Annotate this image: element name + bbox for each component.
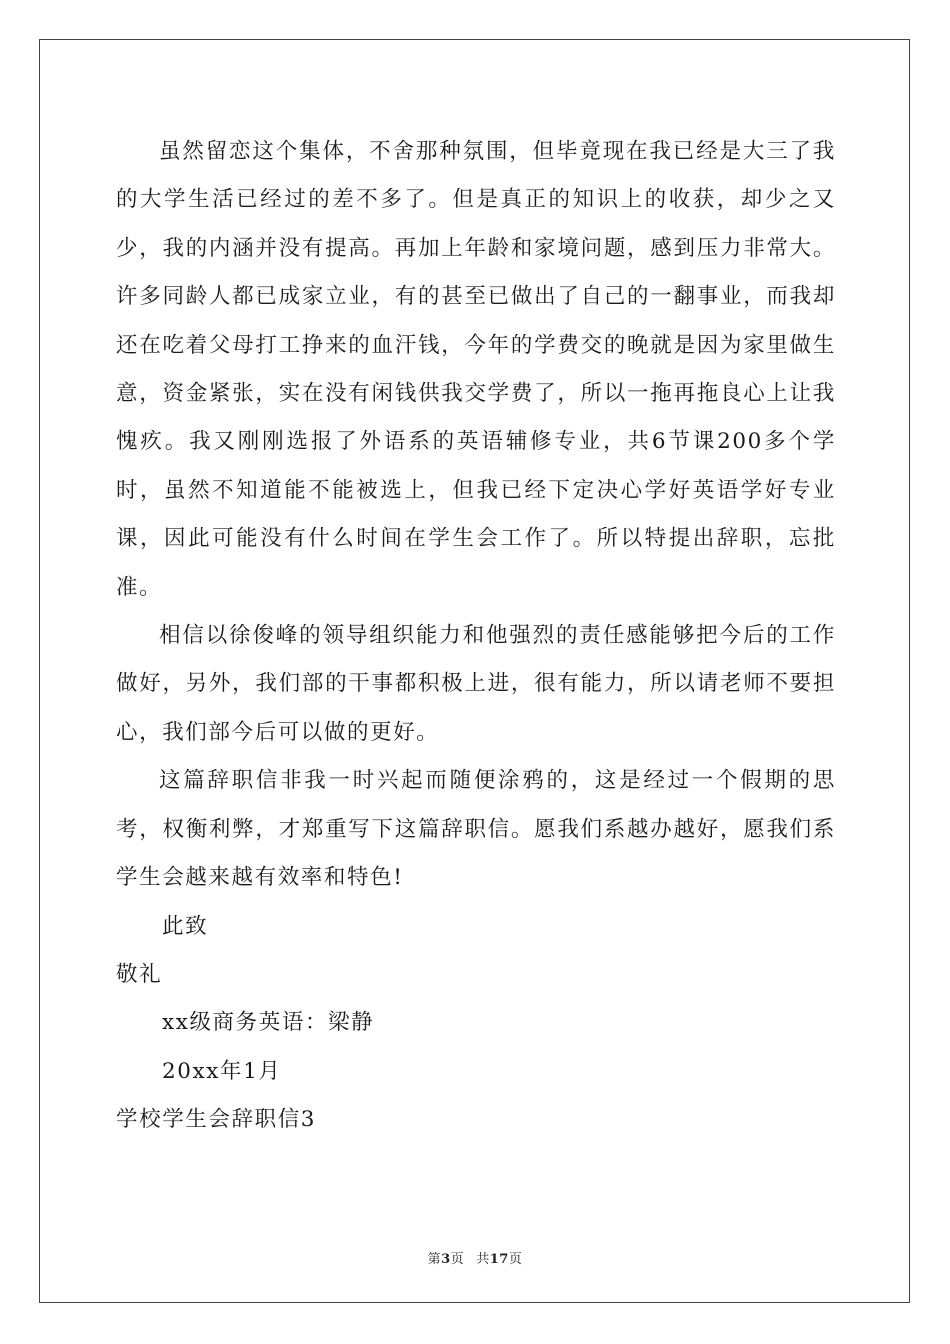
signature-line: xx级商务英语：梁静 <box>162 1010 375 1036</box>
salute-line: 敬礼 <box>116 961 163 987</box>
total-pages: 17 <box>489 1252 509 1267</box>
page-number: 3 <box>441 1252 451 1267</box>
page-suffix: 页 <box>450 1252 465 1267</box>
letter-body <box>116 128 836 1145</box>
date-line: 20xx年1月 <box>162 1058 282 1084</box>
body-paragraph-1: 虽然留恋这个集体，不舍那种氛围，但毕竟现在我已经是大三了我的大学生活已经过的差不多了。但是真正的知识上的收获，却少之又少，我的内涵并没有提高。再加上年龄和家境问题，感到压力非常大。许多同龄人都已成家立业，有的甚至已做出了自己的一翻事业，而我却还在吃着父母打工挣来的血汗钱，今年的学费交的晚就是因为家里做生意，资金紧张，实在没有闲钱供我交学费了，所以一拖再拖良心上让我愧疚。我又刚刚选报了外语系的英语辅修专业，共6节课200多个学时，虽然不知道能不能被选上，但我已经下定决心学好英语学好专业课，因此可能没有什么时间在学生会工作了。所以特提出辞职，忘批准。 <box>116 139 836 600</box>
body-paragraph-2: 相信以徐俊峰的领导组织能力和他强烈的责任感能够把今后的工作做好，另外，我们部的干事都积极上进，很有能力，所以请老师不要担心，我们部今后可以做的更好。 <box>116 623 836 745</box>
page-prefix: 第 <box>427 1252 442 1267</box>
body-paragraph-3: 这篇辞职信非我一时兴起而随便涂鸦的，这是经过一个假期的思考，权衡利弊，才郑重写下这篇辞职信。愿我们系越办越好，愿我们系学生会越来越有效率和特色! <box>116 768 836 891</box>
total-suffix: 页 <box>508 1252 523 1267</box>
closing-line: 此致 <box>162 913 209 939</box>
page-footer <box>0 1248 950 1267</box>
total-prefix: 共 <box>476 1252 490 1267</box>
next-letter-title: 学校学生会辞职信3 <box>116 1107 317 1133</box>
